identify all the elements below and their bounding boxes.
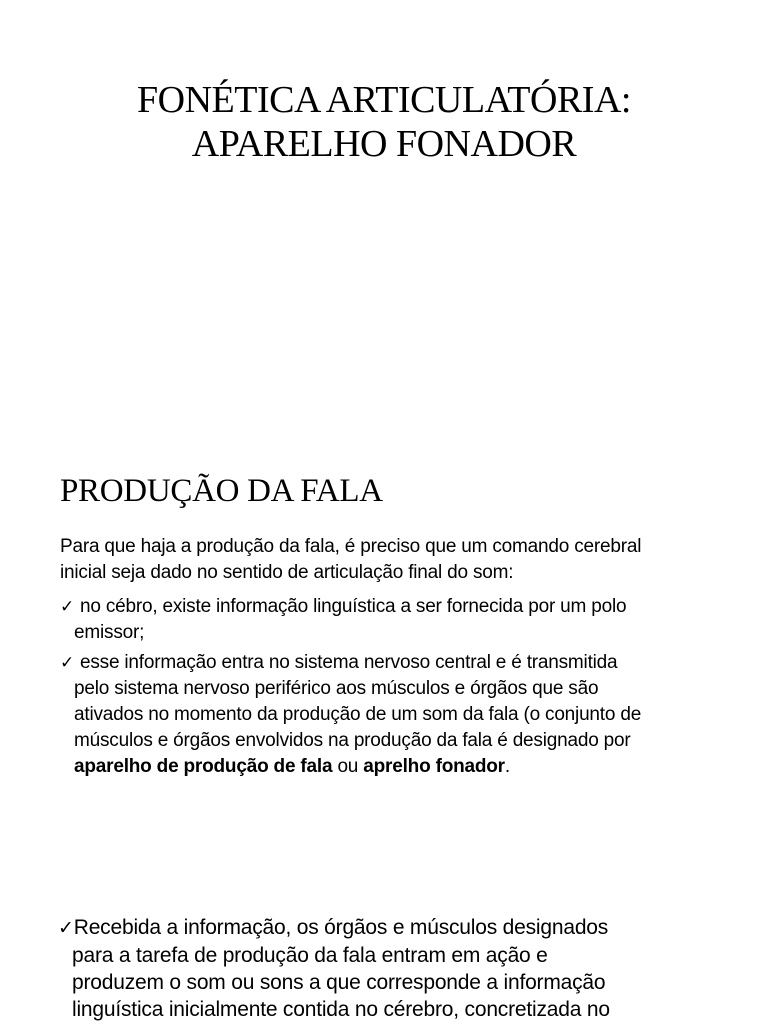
- bold-term-2: aprelho fonador: [363, 756, 505, 777]
- intro-paragraph: [60, 534, 720, 586]
- checkmark-icon: ✓: [58, 917, 74, 939]
- bullet-item-2: [60, 650, 720, 780]
- connector-text: ou: [332, 756, 364, 777]
- bullet-3-line-1: Recebida a informação, os órgãos e músculos designados: [73, 916, 609, 939]
- checkmark-icon: ✓: [60, 597, 75, 617]
- bullet-3-line-3: produzem o som ou sons a que corresponde a informação: [72, 971, 606, 994]
- bullet-3-line-4: linguística inicialmente contida no cérebro, concretizada no: [72, 998, 610, 1021]
- bullet-1-line-1: no cébro, existe informação linguística a ser fornecida por um polo: [80, 596, 627, 617]
- intro-line-2: inicial seja dado no sentido de articulação final do som:: [60, 562, 514, 583]
- bullet-3-line-2: para a tarefa de produção da fala entram em ação e: [72, 944, 548, 967]
- intro-line-1: Para que haja a produção da fala, é preciso que um comando cerebral: [60, 536, 642, 557]
- bullet-1-line-2: emissor;: [74, 622, 145, 643]
- section-heading: PRODUÇÃO DA FALA: [60, 473, 383, 509]
- bullet-2-line-1: esse informação entra no sistema nervoso central e é transmitida: [80, 652, 618, 673]
- end-punctuation: .: [504, 756, 510, 777]
- slide-title: [0, 78, 768, 166]
- bullet-2-line-5: [74, 754, 720, 780]
- bullet-2-line-4: músculos e órgãos envolvidos na produção da fala é designado por: [74, 730, 631, 751]
- bold-term-1: aparelho de produção de fala: [74, 756, 333, 777]
- bullet-2-line-3: ativados no momento da produção de um som da fala (o conjunto de: [74, 704, 642, 725]
- checkmark-icon: ✓: [60, 653, 75, 673]
- bullet-2-line-2: pelo sistema nervoso periférico aos músculos e órgãos que são: [74, 678, 599, 699]
- bullet-item-3: [58, 914, 718, 1023]
- title-line-2: APARELHO FONADOR: [191, 123, 577, 165]
- bullet-item-1: [60, 594, 720, 646]
- title-line-1: FONÉTICA ARTICULATÓRIA:: [137, 79, 631, 121]
- bullet-list: [60, 594, 720, 784]
